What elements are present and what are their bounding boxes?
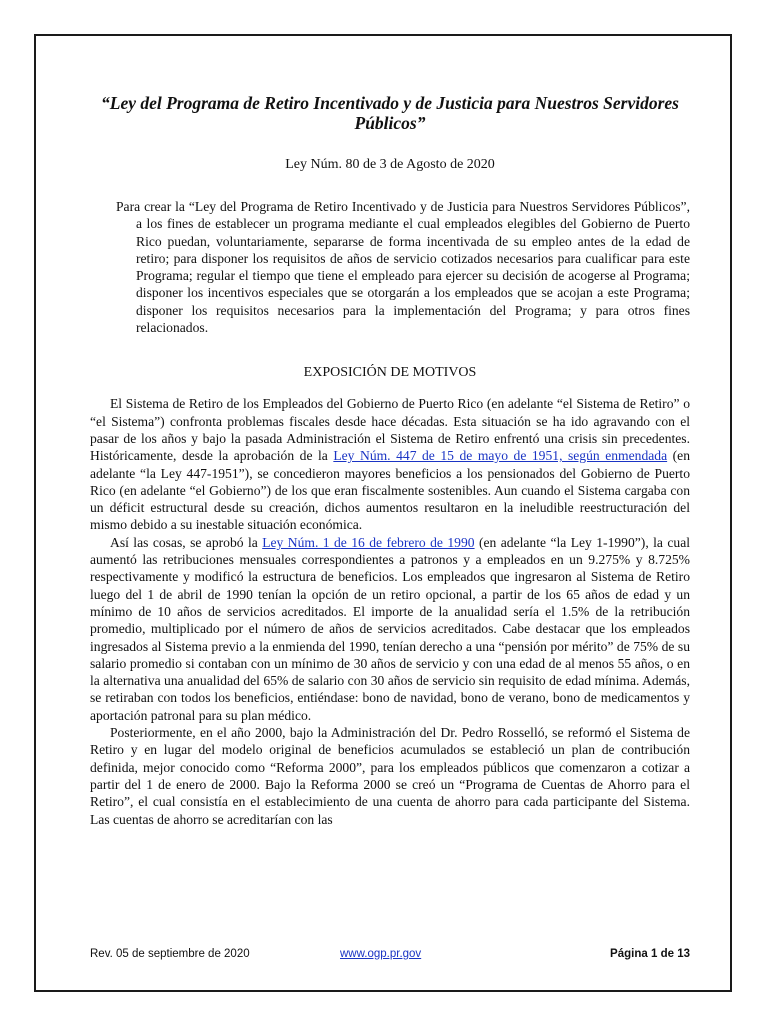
page-current: 1 [650,948,658,960]
law-number: Ley Núm. 80 de 3 de Agosto de 2020 [285,157,495,172]
paragraph-3: Posteriormente, en el año 2000, bajo la Administración del Dr. Pedro Rosselló, se reformó el Sistema de Retiro y en lugar del modelo original de beneficios acumulados se estableció un plan de contribución definida, mejor conocido como “Reforma 2000”, para los empleados públicos que comenzaron a cotizar a partir del 1 de enero de 2000. Bajo la Reforma 2000 se creó un “Programa de Cuentas de Ahorro para el Retiro”, el cual consistía en el establecimiento de una cuenta de ahorro para cada participante del Sistema. Las cuentas de ahorro se acreditarían con las [90,725,690,827]
page-number [610,948,690,960]
revision-date: Rev. 05 de septiembre de 2020 [90,948,250,960]
paragraph-2 [90,534,690,724]
paragraph-2-text-before: Así las cosas, se aprobó la [110,534,263,550]
page-of: de [660,948,674,960]
document-page [34,34,732,992]
law-title: “Ley del Programa de Retiro Incentivado y de Justicia para Nuestros Servidores Públicos” [101,93,679,133]
document-body [90,93,690,828]
section-heading: EXPOSICIÓN DE MOTIVOS [303,365,477,381]
page-footer [90,948,690,966]
page-total: 13 [677,948,690,960]
paragraph-1-text-after: (en adelante “la Ley 447-1951”), se concedieron mayores beneficios a los pensionados del Gobierno de Puerto Rico (en adelante “el Gobierno”) de los que eran fiscalmente sostenibles. Aun cuando el Sistema cargaba con un déficit estructural desde su creación, dichos aumentos resultaron en la ineludible reestructuración del mismo debido a su inestable situación económica. [90,448,691,533]
paragraph-1-text-before: El Sistema de Retiro de los Empleados del Gobierno de Puerto Rico (en adelante “el Sistema de Retiro” o “el Sistema”) confronta problemas fiscales desde hace décadas. Esta situación se ha ido agravando con el pasar de los años y bajo la pasada Administración el Sistema de Retiro enfrentó una crisis sin precedentes. Históricamente, desde la aprobación de la [90,396,690,464]
law-summary: Para crear la “Ley del Programa de Retiro Incentivado y de Justicia para Nuestros Servidores Públicos”, a los fines de establecer un programa mediante el cual empleados elegibles del Gobierno de Puerto Rico puedan, voluntariamente, separarse de forma incentivada de su empleo antes de la edad de retiro; para disponer los requisitos de años de servicio cotizados necesarios para cualificar para este Programa; regular el tiempo que tiene el empleado para ejercer su decisión de acogerse al Programa; disponer los incentivos especiales que se otorgarán a los empleados que se acojan a este Programa; disponer los requisitos necesarios para la implementación del Programa; y para otros fines relacionados. [116,199,690,336]
page-label: Página [610,948,648,960]
paragraph-2-text-after: (en adelante “la Ley 1-1990”), la cual aumentó las retribuciones mensuales correspondientes a patronos y a empleados en un 9.275% y 8.725% respectivamente y modificó la estructura de beneficios. Los empleados que ingresaron al Sistema de Retiro luego del 1 de abril de 1990 tenían la opción de un retiro opcional, a partir de los 65 años de edad y un mínimo de 10 años de servicios acreditados. El importe de la anualidad sería el 1.5% de la retribución promedio, multiplicado por el número de años de servicios acreditados. Cabe destacar que los empleados ingresados al Sistema previo a la enmienda del 1990, tenían derecho a una “pensión por mérito” de 75% de su salario promedio si contaban con un mínimo de 30 años de servicio y con una edad de al menos 55 años, o en la alternativa una anualidad del 65% de salario con 30 años de servicio sin requisito de edad mínima. Además, se retiraban con todos los beneficios, entiéndase: bono de navidad, bono de verano, bono de medicamentos y aportación patronal para su plan médico. [90,534,691,723]
law-1-1990-link[interactable]: Ley Núm. 1 de 16 de febrero de 1990 [262,534,475,550]
website-link[interactable]: www.ogp.pr.gov [340,948,422,960]
paragraph-1 [90,395,690,533]
law-447-link[interactable]: Ley Núm. 447 de 15 de mayo de 1951, según enmendada [333,448,668,464]
